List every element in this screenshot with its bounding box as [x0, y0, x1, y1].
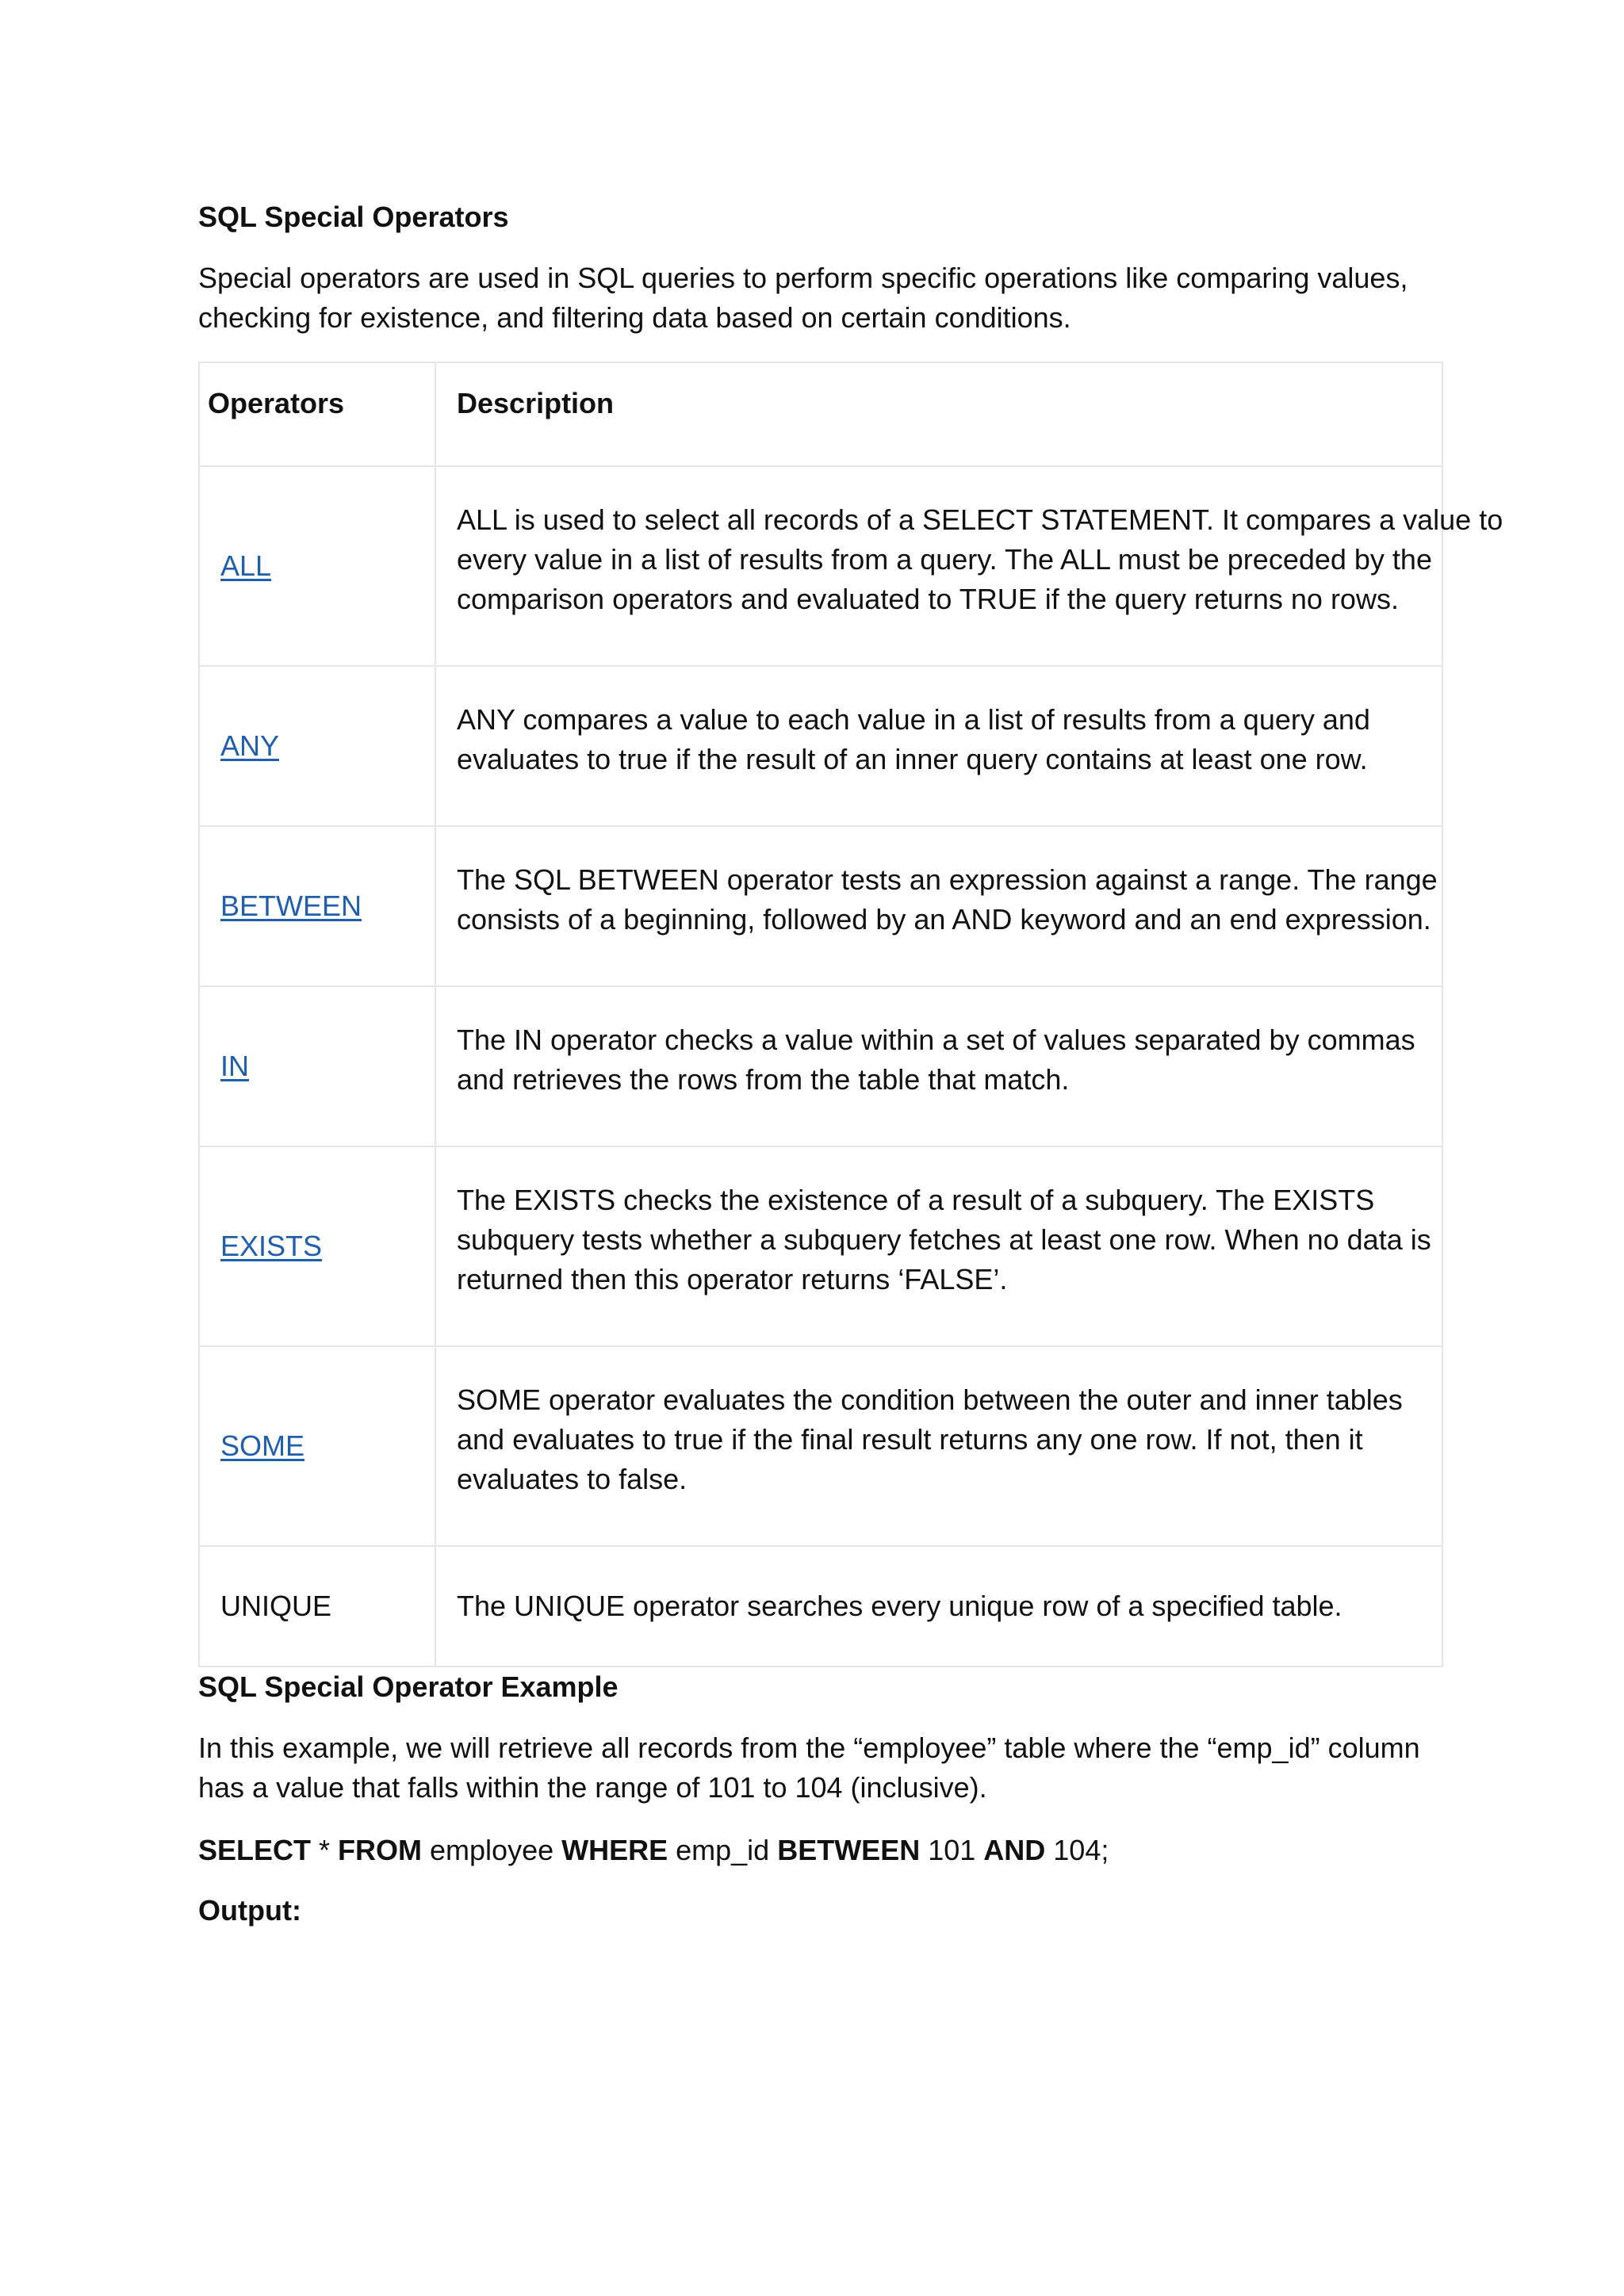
operator-cell	[199, 986, 435, 1146]
operator-link-exists[interactable]: EXISTS	[220, 1230, 323, 1262]
table-row	[199, 986, 1442, 1146]
keyword-where: WHERE	[561, 1834, 668, 1866]
table-row	[199, 1346, 1442, 1546]
keyword-and: AND	[983, 1834, 1046, 1866]
description-line: SOME operator evaluates the condition between the outer and inner tables	[457, 1383, 1403, 1416]
description-line: The SQL BETWEEN operator tests an expression against a range. The range	[457, 863, 1438, 896]
operator-link-some[interactable]: SOME	[220, 1429, 305, 1462]
description-line: subquery tests whether a subquery fetches at least one row. When no data is	[457, 1223, 1431, 1256]
operator-cell	[199, 1546, 435, 1667]
description-line: returned then this operator returns ‘FALSE’.	[457, 1263, 1008, 1295]
intro-line: checking for existence, and filtering data based on certain conditions.	[198, 301, 1071, 334]
output-label: Output:	[198, 1894, 301, 1927]
operator-cell	[199, 466, 435, 666]
query-high: 104;	[1045, 1834, 1109, 1866]
operator-cell	[199, 666, 435, 826]
query-column: emp_id	[668, 1834, 778, 1866]
description-line: ALL is used to select all records of a SELECT STATEMENT. It compares a value to	[457, 503, 1503, 536]
description-cell	[435, 1546, 1442, 1667]
operator-text-unique: UNIQUE	[220, 1590, 332, 1622]
description-line: evaluates to false.	[457, 1463, 688, 1495]
description-line: and retrieves the rows from the table that match.	[457, 1063, 1070, 1096]
table-row	[199, 1146, 1442, 1346]
example-heading: SQL Special Operator Example	[198, 1670, 619, 1703]
sql-query	[198, 1833, 1109, 1868]
description-line: consists of a beginning, followed by an AND keyword and an end expression.	[457, 903, 1431, 936]
description-line: evaluates to true if the result of an inner query contains at least one row.	[457, 743, 1368, 775]
description-line: every value in a list of results from a query. The ALL must be preceded by the	[457, 543, 1432, 576]
example-line: has a value that falls within the range of 101 to 104 (inclusive).	[198, 1771, 987, 1804]
example-line: In this example, we will retrieve all records from the “employee” table where the “emp_id” column	[198, 1732, 1420, 1764]
description-line: comparison operators and evaluated to TRUE if the query returns no rows.	[457, 583, 1399, 615]
intro-paragraph	[198, 258, 1443, 338]
description-cell	[435, 466, 1503, 666]
query-low: 101	[920, 1834, 984, 1866]
operator-cell	[199, 1146, 435, 1346]
table-header-row	[199, 362, 1442, 466]
header-description: Description	[435, 362, 1442, 466]
page-title: SQL Special Operators	[198, 201, 509, 233]
description-line: The EXISTS checks the existence of a result of a subquery. The EXISTS	[457, 1184, 1375, 1216]
description-cell	[435, 666, 1442, 826]
operator-cell	[199, 826, 435, 986]
operator-link-between[interactable]: BETWEEN	[220, 890, 362, 922]
table-row	[199, 1546, 1442, 1667]
description-line: The IN operator checks a value within a set of values separated by commas	[457, 1024, 1415, 1056]
keyword-between: BETWEEN	[777, 1834, 921, 1866]
description-line: and evaluates to true if the final result returns any one row. If not, then it	[457, 1423, 1363, 1456]
keyword-select: SELECT	[198, 1834, 312, 1866]
intro-line: Special operators are used in SQL queries to perform specific operations like comparing values,	[198, 262, 1408, 294]
description-line: The UNIQUE operator searches every unique row of a specified table.	[457, 1590, 1342, 1622]
table-row	[199, 466, 1442, 666]
operator-link-all[interactable]: ALL	[220, 549, 272, 582]
query-table: employee	[422, 1834, 562, 1866]
keyword-from: FROM	[338, 1834, 423, 1866]
description-cell	[435, 826, 1442, 986]
table-row	[199, 826, 1442, 986]
description-cell	[435, 1146, 1442, 1346]
operator-link-in[interactable]: IN	[220, 1050, 249, 1082]
header-operators: Operators	[199, 362, 435, 466]
table-row	[199, 666, 1442, 826]
query-star: *	[311, 1834, 339, 1866]
description-cell	[435, 986, 1442, 1146]
operators-table	[198, 362, 1503, 1667]
operator-link-any[interactable]: ANY	[220, 729, 280, 762]
example-paragraph	[198, 1728, 1443, 1808]
operator-cell	[199, 1346, 435, 1546]
description-cell	[435, 1346, 1442, 1546]
description-line: ANY compares a value to each value in a list of results from a query and	[457, 703, 1370, 736]
